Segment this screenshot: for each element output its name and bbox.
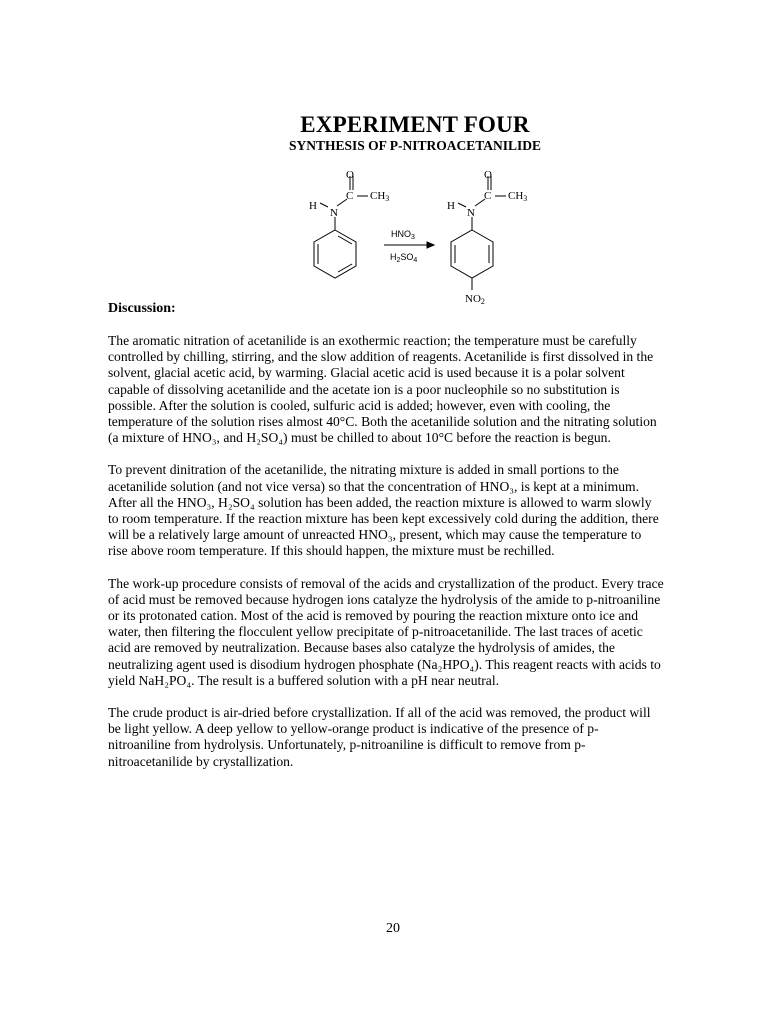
paragraph-3 [108, 576, 728, 689]
text-line: possible. After the solution is cooled, sulfuric acid is added; however, even with cooling, the [108, 397, 611, 413]
text-line: acetanilide solution (and not vice versa) so that the concentration of HNO₃, is kept at a minimum. [108, 478, 639, 494]
paragraph-2 [108, 462, 728, 559]
paragraph-1 [108, 333, 728, 446]
text-line: capable of dissolving acetanilide and the acetate ion is a poor nucleophile so no substitution is [108, 381, 620, 397]
product-hydrogen-label: H [447, 200, 455, 212]
text-line: yield NaH₂PO₄. The result is a buffered solution with a pH near neutral. [108, 672, 500, 688]
text-line: solvent, glacial acetic acid, by warming. Glacial acetic acid is used because it is a polar solvent [108, 365, 625, 381]
product-oxygen-label: O [484, 169, 492, 181]
text-line: of acid must be removed because hydrogen ions catalyze the hydrolysis of the amide to p-nitroaniline [108, 591, 661, 607]
text-line: neutralizing agent used is disodium hydrogen phosphate (Na₂HPO₄). This reagent reacts with acids to [108, 656, 661, 672]
discussion-heading: Discussion: [108, 301, 176, 316]
text-line: controlled by chilling, stirring, and the slow addition of reagents. Acetanilide is first dissolved in the [108, 349, 654, 365]
page-number: 20 [386, 921, 400, 936]
reactant-carbon-label: C [346, 190, 354, 202]
text-line: temperature of the solution rises almost 40°C. Both the acetanilide solution and the nitrating solution [108, 414, 657, 430]
text-line: acid are removed by neutralization. Because bases also catalyze the hydrolysis of amides, the [108, 640, 615, 656]
paragraph-4 [108, 705, 728, 770]
reactant-oxygen-label: O [346, 169, 354, 181]
text-line: nitroacetanilide by crystallization. [108, 753, 294, 769]
product-nitrogen-label: N [467, 207, 475, 219]
text-line: After all the HNO₃, H₂SO₄ solution has been added, the reaction mixture is allowed to warm slowly [108, 494, 652, 510]
reactant-hydrogen-label: H [309, 200, 317, 212]
text-line: rise above room temperature. If this should happen, the mixture must be rechilled. [108, 543, 555, 559]
reactant-nitrogen-label: N [330, 207, 338, 219]
reagent-nitric-acid: $HNO_3$ [391, 229, 415, 241]
text-line: be light yellow. A deep yellow to yellow-orange product is indicative of the presence of p- [108, 721, 599, 737]
text-line: To prevent dinitration of the acetanilide, the nitrating mixture is added in small portions to the [108, 462, 619, 478]
text-line: The crude product is air-dried before crystallization. If all of the acid was removed, the product will [108, 705, 651, 721]
reactant-methyl-label: CH3 [370, 190, 390, 203]
text-line: The work-up procedure consists of removal of the acids and crystallization of the product. Every trace [108, 575, 664, 591]
text-line: water, then filtering the flocculent yellow precipitate of p-nitroacetanilide. The last traces of acetic [108, 624, 643, 640]
product-nitro-label: NO2 [465, 293, 485, 306]
text-line: will be a relatively large amount of unreacted HNO₃, present, which may cause the temperature to [108, 527, 642, 543]
product-methyl-label: CH3 [508, 190, 528, 203]
reaction-scheme [300, 166, 540, 312]
page-title: EXPERIMENT FOUR [300, 112, 530, 137]
text-line: The aromatic nitration of acetanilide is an exothermic reaction; the temperature must be carefully [108, 333, 637, 348]
reagent-sulfuric-acid: $H_2SO_4$ [390, 252, 418, 264]
product-carbon-label: C [484, 190, 492, 202]
text-line: to room temperature. If the reaction mixture has been kept excessively cold during the addition, there [108, 511, 659, 527]
text-line: (a mixture of HNO₃, and H₂SO₄) must be chilled to about 10°C before the reaction is begun. [108, 430, 611, 446]
discussion-body [108, 333, 728, 786]
text-line: or its protonated cation. Most of the acid is removed by pouring the reaction mixture onto ice and [108, 608, 639, 624]
page-subtitle: SYNTHESIS OF P-NITROACETANILIDE [288, 138, 542, 153]
text-line: nitroaniline from hydrolysis. Unfortunately, p-nitroaniline is difficult to remove from p- [108, 737, 586, 753]
